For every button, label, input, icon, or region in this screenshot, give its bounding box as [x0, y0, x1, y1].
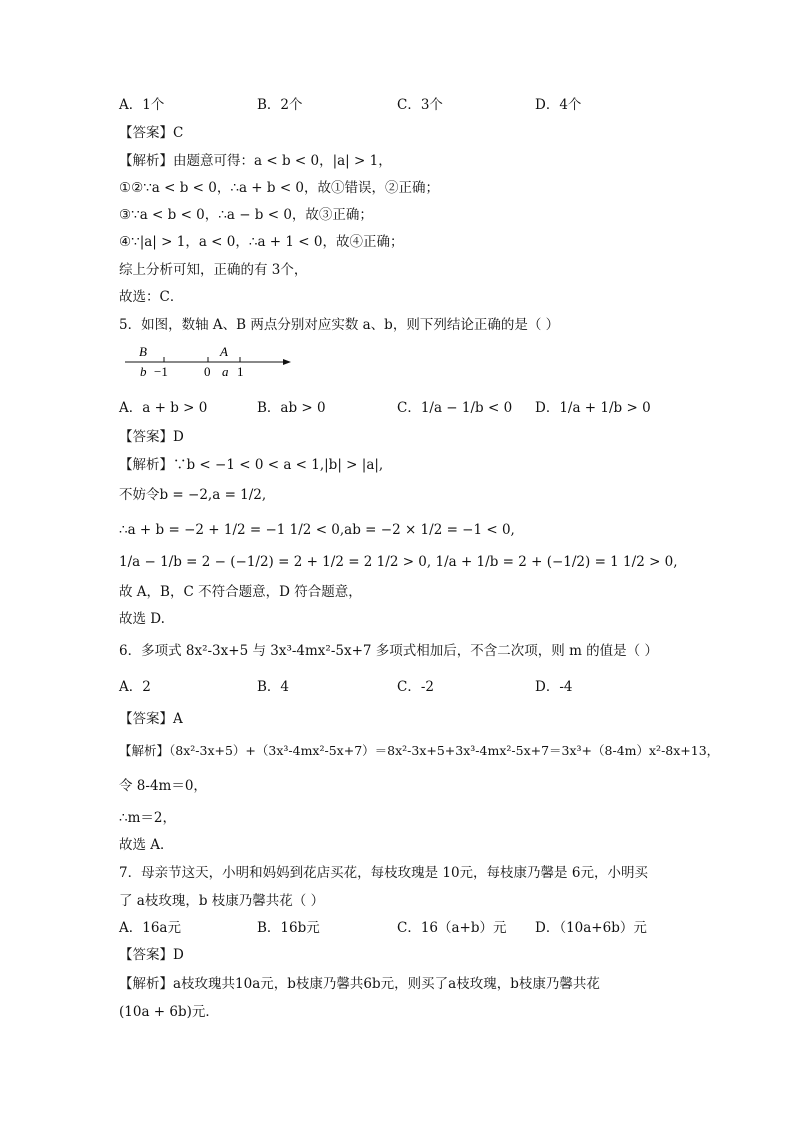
q6-stem: 6．多项式 8x²-3x+5 与 3x³-4mx²-5x+7 多项式相加后，不含二次项，则 m 的值是（ ） [119, 643, 658, 659]
q7-option-b: B．16b元 [257, 920, 320, 936]
q6-analysis-line: 【解析】（8x²-3x+5）+（3x³-4mx²-5x+7）＝8x²-3x+5+3x³-4mx²-5x+7＝3x³+（8-4m）x²-8x+13， [119, 743, 720, 758]
q5-analysis-line: 故选 D. [119, 611, 165, 627]
q5-analysis-line: 不妨令b = −2,a = 1/2, [119, 487, 267, 503]
value-label-one: 1 [237, 364, 244, 379]
q5-answer: 【答案】D [119, 429, 184, 445]
q7-analysis-line: (10a + 6b)元． [119, 1004, 219, 1020]
value-label-zero: 0 [204, 364, 211, 379]
q6-option-a: A．2 [119, 679, 151, 695]
q7-stem-line: 7．母亲节这天，小明和妈妈到花店买花，每枝玫瑰是 10元，每枝康乃馨是 6元，小明买 [119, 865, 648, 881]
q5-option-b: B．ab > 0 [257, 400, 326, 416]
q5-analysis-line: 故 A，B，C 不符合题意，D 符合题意， [119, 584, 362, 600]
q7-answer: 【答案】D [119, 947, 184, 963]
q4-answer: 【答案】C [119, 125, 184, 141]
q4-analysis-line: ④∵|a| > 1，a < 0，∴a + 1 < 0，故④正确； [119, 234, 404, 250]
value-label-minus-one: −1 [154, 364, 168, 379]
q5-option-c: C．1/a − 1/b < 0 [397, 400, 513, 416]
q4-analysis-line: 【解析】由题意可得：a < b < 0，|a| > 1， [119, 153, 392, 169]
q5-option-a: A．a + b > 0 [119, 400, 208, 416]
number-line-arrow-icon [283, 359, 291, 365]
q5-analysis-line: 1/a − 1/b = 2 − (−1/2) = 2 + 1/2 = 2 1/2 > 0, 1/a + 1/b = 2 + (−1/2) = 1 1/2 > 0, [119, 554, 678, 570]
q4-option-c: C．3个 [397, 97, 443, 113]
q7-option-a: A．16a元 [119, 920, 181, 936]
q7-analysis-line: 【解析】a枝玫瑰共10a元，b枝康乃馨共6b元，则买了a枝玫瑰，b枝康乃馨共花 [119, 976, 600, 992]
q4-analysis-line: ①②∵a < b < 0，∴a + b < 0，故①错误，②正确； [119, 180, 440, 196]
point-label-b: B [139, 344, 147, 359]
q6-analysis-line: 故选 A． [119, 837, 174, 853]
q5-option-d: D．1/a + 1/b > 0 [535, 400, 651, 416]
q7-stem-line: 了 a枝玫瑰，b 枝康乃馨共花（ ） [119, 893, 325, 909]
q6-analysis-line: 令 8-4m＝0， [119, 778, 207, 794]
q7-option-c: C．16（a+b）元 [397, 920, 507, 936]
q7-option-d: D．（10a+6b）元 [535, 920, 647, 936]
q4-analysis-line: 综上分析可知，正确的有 3个， [119, 262, 308, 278]
q4-option-d: D．4个 [535, 97, 582, 113]
q6-analysis-line: ∴m＝2， [119, 810, 176, 826]
q6-answer: 【答案】A [119, 711, 183, 727]
q4-option-a: A．1个 [119, 97, 165, 113]
q4-option-b: B．2个 [257, 97, 303, 113]
q5-analysis-line: ∴a + b = −2 + 1/2 = −1 1/2 < 0,ab = −2 × 1/2 = −1 < 0, [119, 522, 515, 538]
q5-stem: 5．如图，数轴 A、B 两点分别对应实数 a、b，则下列结论正确的是（ ） [119, 317, 560, 333]
number-line-figure [119, 342, 299, 382]
q5-analysis-line: 【解析】∵b < −1 < 0 < a < 1,|b| > |a|, [119, 457, 384, 473]
q6-option-b: B．4 [257, 679, 290, 695]
q4-analysis-line: ③∵a < b < 0，∴a − b < 0，故③正确； [119, 207, 373, 223]
q4-analysis-line: 故选：C． [119, 289, 184, 305]
q6-option-d: D．-4 [535, 679, 573, 695]
value-label-b: b [140, 364, 147, 379]
point-label-a: A [220, 344, 228, 359]
q6-option-c: C．-2 [397, 679, 434, 695]
value-label-a: a [222, 364, 229, 379]
